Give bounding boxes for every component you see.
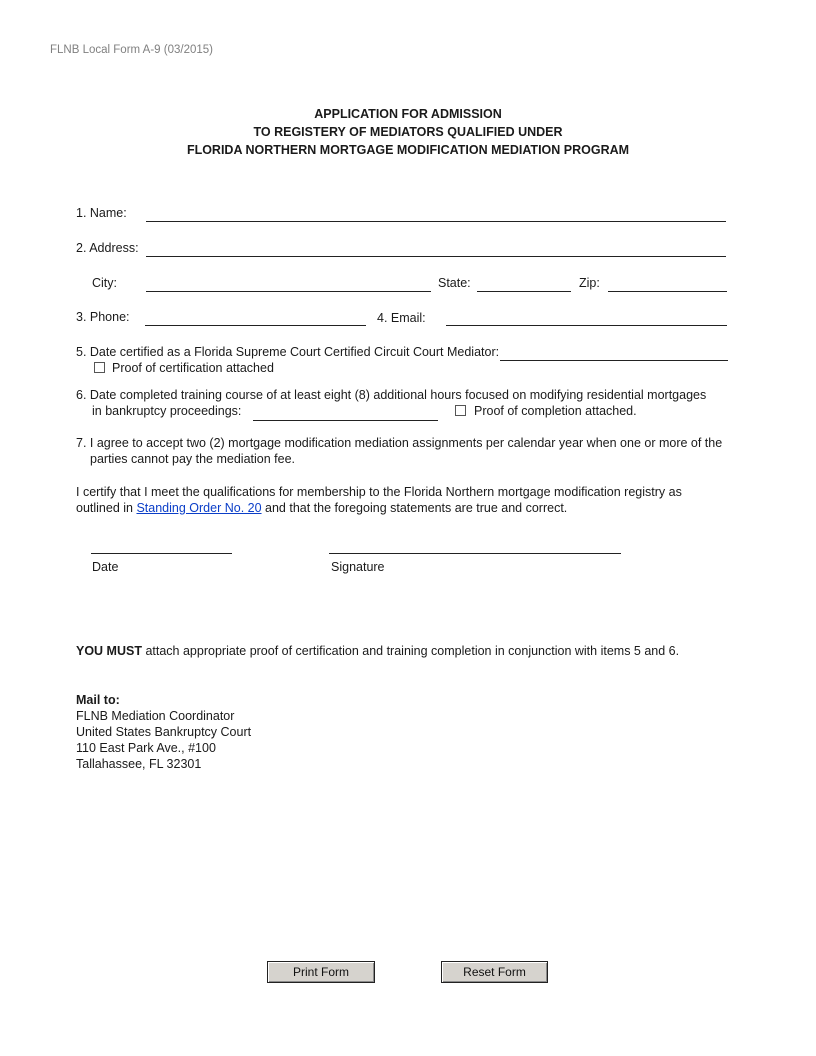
mail-line3: 110 East Park Ave., #100: [76, 741, 216, 755]
completion-checkbox-label: Proof of completion attached.: [474, 404, 637, 418]
signature-line[interactable]: [329, 553, 621, 554]
title-line-3: FLORIDA NORTHERN MORTGAGE MODIFICATION MEDIATION PROGRAM: [186, 143, 630, 157]
notice-text: attach appropriate proof of certification and training completion in conjunction with items 5 and 6.: [141, 644, 680, 658]
print-form-button[interactable]: Print Form: [267, 961, 375, 983]
phone-label: 3. Phone:: [76, 310, 130, 324]
certify-prefix: outlined in: [76, 501, 137, 515]
zip-label: Zip:: [579, 276, 600, 290]
zip-field[interactable]: [608, 275, 727, 292]
reset-form-button[interactable]: Reset Form: [441, 961, 548, 983]
address-label: 2. Address:: [76, 241, 139, 255]
mail-line2: United States Bankruptcy Court: [76, 725, 252, 739]
page-title: [0, 105, 816, 159]
mail-heading: Mail to:: [76, 693, 120, 707]
email-field[interactable]: [446, 309, 727, 326]
certification-checkbox-label: Proof of certification attached: [112, 361, 274, 375]
mailing-address: [76, 692, 251, 772]
name-field[interactable]: [146, 205, 726, 222]
certification-checkbox[interactable]: [94, 362, 105, 373]
certify-paragraph: [76, 484, 682, 516]
item7-line2: parties cannot pay the mediation fee.: [90, 452, 295, 466]
address-field[interactable]: [146, 240, 726, 257]
city-field[interactable]: [146, 275, 431, 292]
item5-text: 5. Date certified as a Florida Supreme Court Certified Circuit Court Mediator:: [76, 345, 500, 359]
training-date-field[interactable]: [253, 404, 438, 421]
name-label: 1. Name:: [76, 206, 127, 220]
state-field[interactable]: [477, 275, 571, 292]
date-line[interactable]: [91, 553, 232, 554]
form-id: FLNB Local Form A-9 (03/2015): [50, 44, 213, 56]
certify-line2: [76, 500, 682, 516]
date-label: Date: [92, 560, 119, 574]
mail-line4: Tallahassee, FL 32301: [76, 757, 202, 771]
certified-date-field[interactable]: [500, 344, 728, 361]
title-line-2: TO REGISTERY OF MEDIATORS QUALIFIED UNDER: [253, 125, 563, 139]
email-label: 4. Email:: [377, 311, 426, 325]
standing-order-link[interactable]: Standing Order No. 20: [136, 501, 262, 515]
item6-line1: 6. Date completed training course of at least eight (8) additional hours focused on modifying residential mortgages: [76, 388, 707, 402]
city-label: City:: [92, 276, 117, 290]
certify-suffix: and that the foregoing statements are true and correct.: [261, 501, 568, 515]
certify-line1: I certify that I meet the qualifications for membership to the Florida Northern mortgage modification registry as: [76, 485, 682, 499]
item6-line2: in bankruptcy proceedings:: [92, 404, 242, 418]
phone-field[interactable]: [145, 309, 366, 326]
mail-line1: FLNB Mediation Coordinator: [76, 709, 235, 723]
item7-line1: 7. I agree to accept two (2) mortgage modification mediation assignments per calendar year when one or more of the: [76, 436, 723, 450]
notice: [76, 644, 679, 658]
state-label: State:: [438, 276, 471, 290]
notice-bold: YOU MUST: [76, 644, 142, 658]
signature-label: Signature: [331, 560, 385, 574]
title-line-1: APPLICATION FOR ADMISSION: [314, 107, 502, 121]
completion-checkbox[interactable]: [455, 405, 466, 416]
